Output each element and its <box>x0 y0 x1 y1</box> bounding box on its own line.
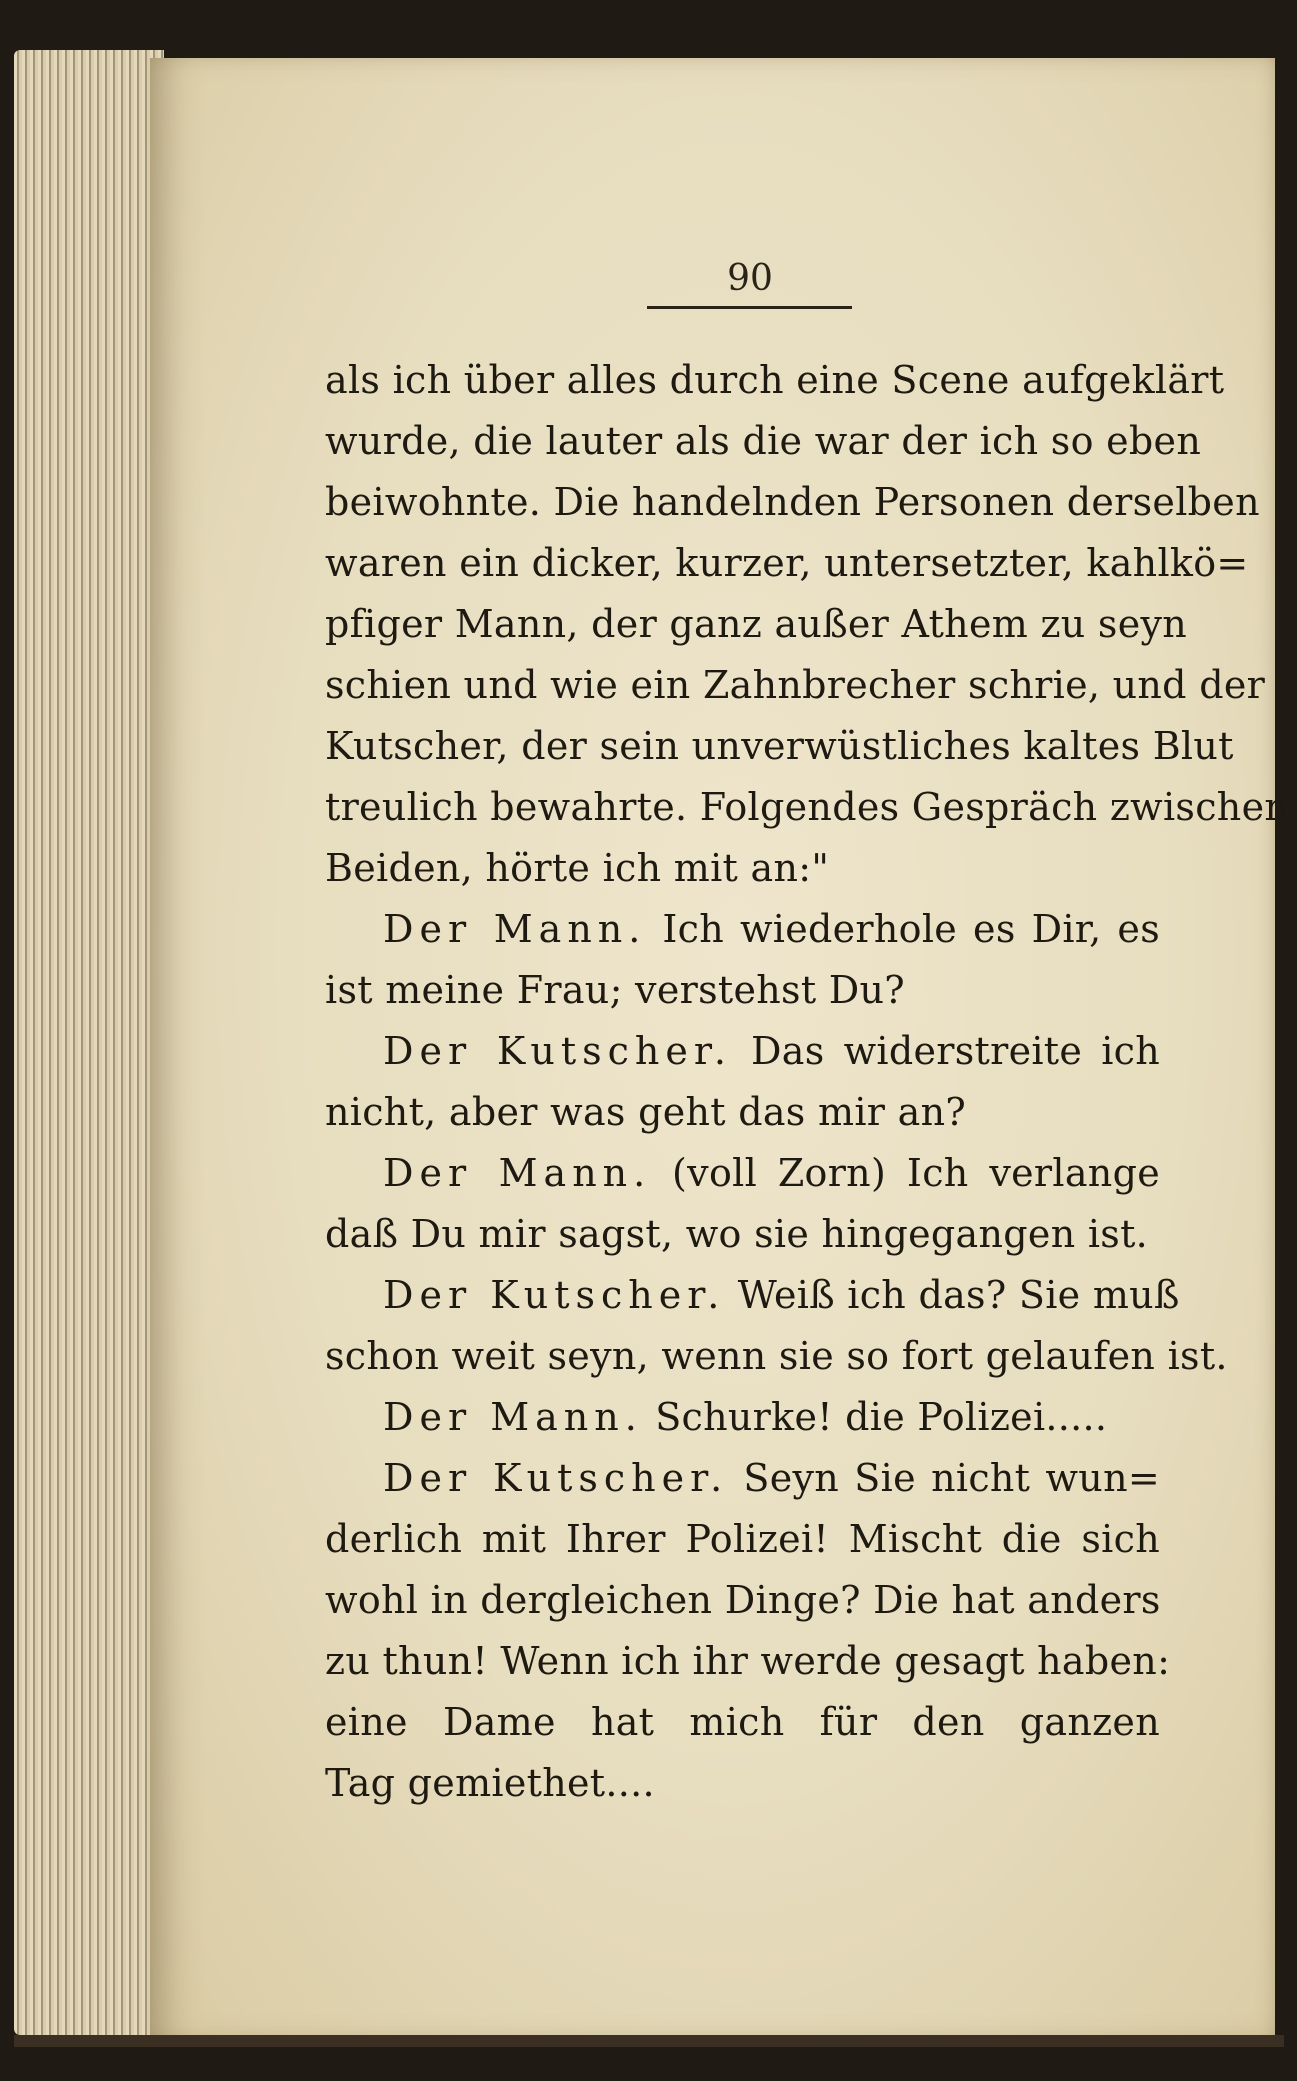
dialogue-line: Der Kutscher. Das widerstreite ich <box>383 1029 1161 1073</box>
dialogue-line: Der Mann. Schurke! die Polizei..... <box>383 1395 1108 1439</box>
dialogue-line: Der Kutscher. Weiß ich das? Sie muß <box>383 1273 1180 1317</box>
text-line: Tag gemiethet.... <box>325 1761 655 1805</box>
dialogue-line: Der Kutscher. Seyn Sie nicht wun= <box>383 1456 1160 1500</box>
speaker-name: Der Kutscher. <box>383 1273 726 1317</box>
speaker-name: Der Mann. <box>383 1151 652 1195</box>
text-line: schien und wie ein Zahnbrecher schrie, und der <box>325 663 1266 707</box>
text-line: zu thun! Wenn ich ihr werde gesagt haben: <box>325 1639 1171 1683</box>
text-line: wohl in dergleichen Dinge? Die hat anders <box>325 1578 1161 1622</box>
dialogue-line: Der Mann. (voll Zorn) Ich verlange <box>383 1151 1160 1195</box>
text-line: daß Du mir sagst, wo sie hingegangen ist. <box>325 1212 1149 1256</box>
text-line: waren ein dicker, kurzer, untersetzter, kahlkö= <box>325 541 1249 585</box>
text-line: Kutscher, der sein unverwüstliches kaltes Blut <box>325 724 1234 768</box>
speaker-name: Der Kutscher. <box>383 1029 732 1073</box>
speaker-name: Der Kutscher. <box>383 1456 729 1500</box>
header-rule <box>647 306 852 309</box>
speaker-name: Der Mann. <box>383 907 647 951</box>
text-line: wurde, die lauter als die war der ich so eben <box>325 419 1202 463</box>
body-text <box>325 350 1290 1814</box>
text-line: eine Dame hat mich für den ganzen <box>325 1700 1160 1744</box>
speaker-name: Der Mann. <box>383 1395 643 1439</box>
text-line: pfiger Mann, der ganz außer Athem zu seyn <box>325 602 1188 646</box>
book-bottom-edge <box>14 2035 1284 2047</box>
text-line: Beiden, hörte ich mit an:" <box>325 846 830 890</box>
text-line: schon weit seyn, wenn sie so fort gelaufen ist. <box>325 1334 1228 1378</box>
text-line: als ich über alles durch eine Scene aufgeklärt <box>325 358 1225 402</box>
text-line: beiwohnte. Die handelnden Personen derselben <box>325 480 1260 524</box>
text-line: treulich bewahrte. Folgendes Gespräch zwischen <box>325 785 1290 829</box>
book-fore-edge <box>14 50 164 2035</box>
page-number: 90 <box>727 258 773 299</box>
dialogue-line: Der Mann. Ich wiederhole es Dir, es <box>383 907 1160 951</box>
text-line: nicht, aber was geht das mir an? <box>325 1090 967 1134</box>
text-line: ist meine Frau; verstehst Du? <box>325 968 905 1012</box>
text-line: derlich mit Ihrer Polizei! Mischt die sich <box>325 1517 1160 1561</box>
